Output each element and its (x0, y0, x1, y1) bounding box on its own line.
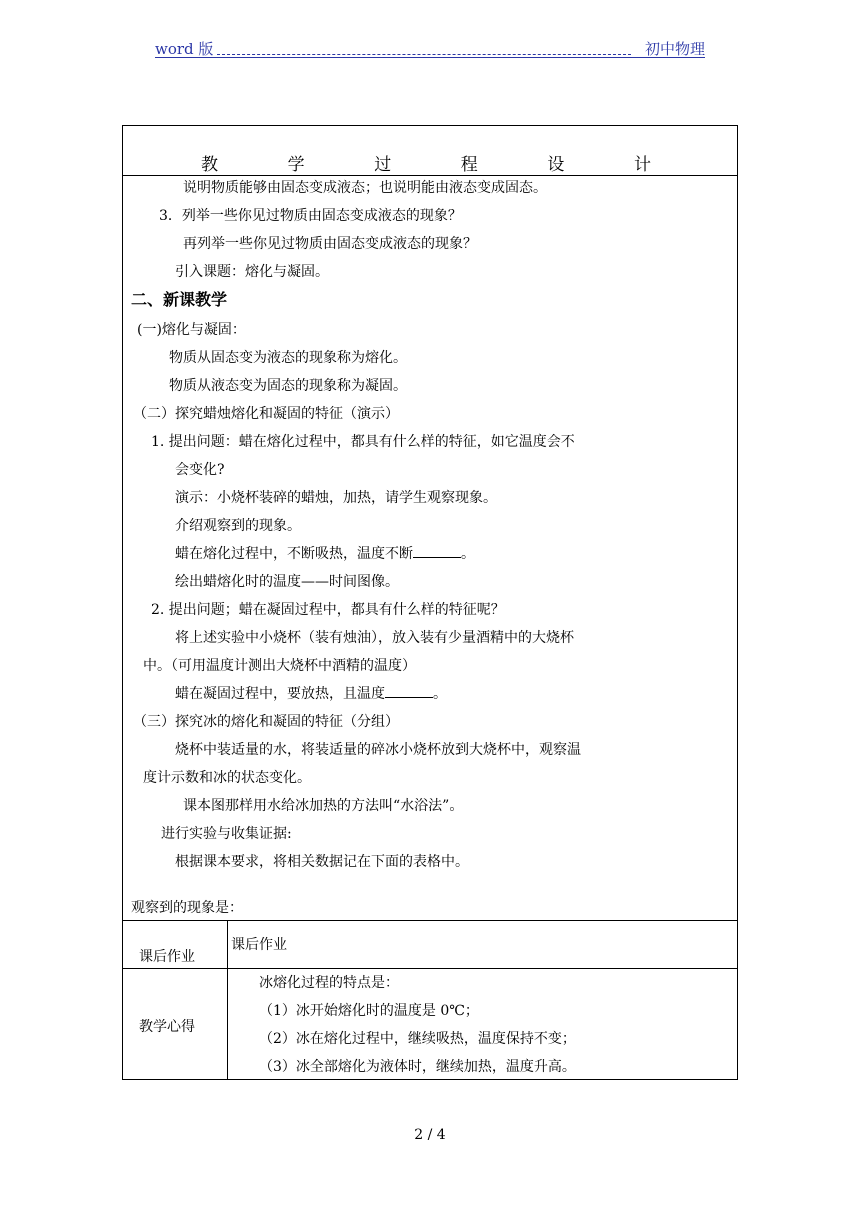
table-divider (123, 968, 737, 969)
header-left-text: word 版 (155, 40, 214, 58)
reflection-point: （1）冰开始熔化时的温度是 0℃； (259, 1003, 479, 1019)
text-line (175, 545, 475, 563)
text-line: 将上述实验中小烧杯（装有烛油），放入装有少量酒精中的大烧杯 (175, 630, 574, 646)
reflection-point: （2）冰在熔化过程中，继续吸热，温度保持不变； (259, 1031, 576, 1047)
page-header (155, 38, 705, 60)
title-char: 教 (201, 155, 218, 175)
text-line: 中。（可用温度计测出大烧杯中酒精的温度） (143, 658, 416, 674)
text-line: 说明物质能够由固态变成液态；也说明能由液态变成固态。 (183, 180, 547, 196)
text-line (175, 685, 447, 703)
homework-label: 课后作业 (139, 949, 195, 965)
homework-content: 课后作业 (231, 937, 287, 953)
text-line: （三）探究冰的熔化和凝固的特征（分组） (133, 714, 399, 730)
text-line: 物质从固态变为液态的现象称为熔化。 (169, 350, 407, 366)
text-fragment: 。 (461, 546, 475, 562)
reflection-intro: 冰熔化过程的特点是： (259, 975, 399, 991)
text-line: 根据课本要求，将相关数据记在下面的表格中。 (175, 854, 469, 870)
text-line: 课本图那样用水给冰加热的方法叫“水浴法”。 (183, 798, 464, 814)
text-line: 观察到的现象是： (131, 900, 243, 916)
text-line: 2. 提出问题；蜡在凝固过程中，都具有什么样的特征呢？ (151, 602, 505, 618)
text-fragment: 蜡在熔化过程中，不断吸热，温度不断 (175, 546, 413, 562)
text-line: (一)熔化与凝固： (137, 322, 246, 338)
page-number: 2 / 4 (414, 1127, 446, 1143)
section-heading: 二、新课教学 (131, 290, 228, 309)
header-dash-line (217, 54, 631, 55)
fill-in-blank (385, 685, 433, 698)
lesson-table (122, 125, 738, 1080)
text-line: （二）探究蜡烛熔化和凝固的特征（演示） (133, 406, 399, 422)
title-char: 过 (374, 155, 392, 175)
text-fragment: 蜡在凝固过程中，要放热，且温度 (175, 686, 385, 702)
text-line: 1. 提出问题：蜡在熔化过程中，都具有什么样的特征，如它温度会不 (151, 434, 575, 450)
reflection-label: 教学心得 (139, 1019, 195, 1035)
title-char: 计 (633, 155, 651, 175)
title-char: 设 (547, 155, 565, 175)
table-divider (123, 175, 737, 176)
table-title (201, 150, 651, 175)
text-line: 介绍观察到的现象。 (175, 518, 301, 534)
text-fragment: 。 (433, 686, 447, 702)
text-line: 度计示数和冰的状态变化。 (143, 770, 311, 786)
header-right-text: 初中物理 (644, 40, 705, 58)
text-line: 演示：小烧杯装碎的蜡烛，加热，请学生观察现象。 (175, 490, 497, 506)
fill-in-blank (413, 545, 461, 558)
table-column-divider (227, 920, 228, 1079)
reflection-point: （3）冰全部熔化为液体时，继续加热，温度升高。 (259, 1059, 576, 1075)
text-line: 引入课题：熔化与凝固。 (175, 264, 329, 280)
text-line: 绘出蜡熔化时的温度——时间图像。 (175, 574, 399, 590)
table-divider (123, 920, 737, 921)
title-char: 程 (460, 155, 478, 175)
header-underline (155, 57, 705, 58)
text-line: 会变化? (175, 462, 225, 478)
text-line: 3．列举一些你见过物质由固态变成液态的现象？ (159, 208, 462, 224)
title-char: 学 (287, 155, 305, 175)
text-line: 烧杯中装适量的水，将装适量的碎冰小烧杯放到大烧杯中，观察温 (175, 742, 581, 758)
text-line: 再列举一些你见过物质由固态变成液态的现象？ (183, 236, 477, 252)
text-line: 进行实验与收集证据: (161, 826, 292, 842)
text-line: 物质从液态变为固态的现象称为凝固。 (169, 378, 407, 394)
